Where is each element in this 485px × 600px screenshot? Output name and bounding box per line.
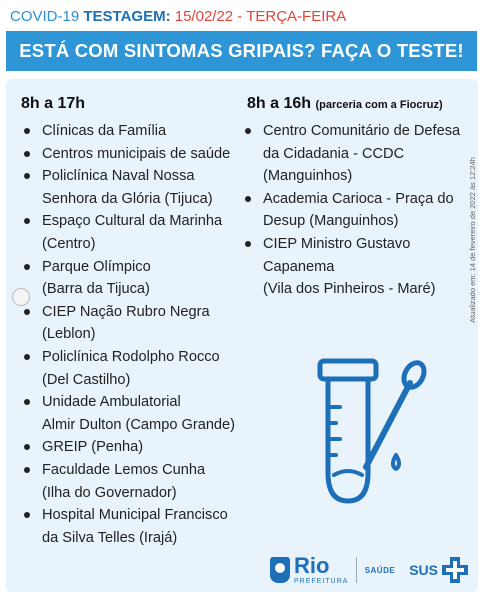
list-item-line: CIEP Nação Rubro Negra (42, 303, 210, 320)
rio-wordmark: Rio (294, 553, 330, 578)
list-item (21, 459, 251, 504)
list-item (21, 391, 251, 436)
list-item-line: da Cidadania - CCDC (263, 145, 405, 162)
list-item-line: Policlínica Naval Nossa (42, 168, 195, 185)
list-item-line: Desup (Manguinhos) (263, 213, 399, 230)
list-item-line: Senhora da Glória (Tijuca) (42, 190, 213, 207)
list-item-line: Faculdade Lemos Cunha (42, 461, 206, 478)
rio-prefeitura-logo (270, 555, 348, 585)
sus-cross-icon (440, 555, 470, 585)
list-item (242, 188, 470, 233)
list-item-line: Capanema (263, 258, 335, 275)
list-item-line: (Ilha do Governador) (42, 484, 177, 501)
list-item-line: Clínicas da Família (42, 123, 167, 139)
header-line (10, 5, 346, 29)
right-hours-note: (parceria com a Fiocruz) (315, 99, 443, 111)
list-item (21, 165, 251, 210)
banner (6, 31, 477, 71)
sus-wordmark: SUS (409, 562, 438, 578)
list-item-line: Centro Comunitário de Defesa (263, 123, 461, 139)
header-label: TESTAGEM: (83, 8, 171, 25)
saude-label: SAÚDE (364, 565, 396, 575)
list-item-line: Centros municipais de saúde (42, 145, 231, 162)
list-item-line: GREIP (Penha) (42, 439, 144, 456)
right-location-list (242, 120, 470, 301)
list-item-line: CIEP Ministro Gustavo (263, 235, 411, 252)
left-location-list (21, 120, 251, 549)
list-item-line: Espaço Cultural da Marinha (42, 213, 223, 230)
list-item-line: Policlínica Rodolpho Rocco (42, 348, 220, 365)
list-item (21, 346, 251, 391)
list-item-line: Academia Carioca - Praça do (263, 190, 454, 207)
list-item-line: (Leblon) (42, 326, 96, 343)
banner-title: ESTÁ COM SINTOMAS GRIPAIS? FAÇA O TESTE! (19, 40, 464, 61)
list-item (21, 210, 251, 255)
list-item-line: (Vila dos Pinheiros - Maré) (263, 281, 436, 298)
list-item (242, 233, 470, 301)
footer-logos (270, 552, 470, 588)
scroll-indicator-icon[interactable] (12, 288, 30, 306)
right-hours: 8h a 16h (247, 95, 312, 112)
list-item (242, 120, 470, 188)
list-item-line: (Centro) (42, 235, 96, 252)
right-hours-heading (247, 95, 443, 113)
prefeitura-wordmark: PREFEITURA (294, 578, 349, 585)
list-item-line: da Silva Telles (Irajá) (42, 529, 178, 546)
list-item-line: Parque Olímpico (42, 258, 151, 275)
test-tube-swab-icon (300, 355, 440, 520)
rio-crest-icon (270, 557, 290, 583)
list-item (21, 301, 251, 346)
list-item (21, 256, 251, 301)
list-item-line: (Manguinhos) (263, 168, 353, 185)
header-prefix: COVID-19 (10, 8, 84, 25)
left-hours: 8h a 17h (21, 95, 86, 112)
list-item (21, 143, 251, 166)
list-item (21, 436, 251, 459)
list-item-line: Almir Dulton (Campo Grande) (42, 416, 236, 433)
list-item-line: Hospital Municipal Francisco (42, 507, 228, 524)
list-item-line: Unidade Ambulatorial (42, 394, 181, 411)
list-item (21, 504, 251, 549)
list-item-line: (Barra da Tijuca) (42, 281, 150, 298)
list-item-line: (Del Castilho) (42, 371, 131, 388)
list-item (21, 120, 251, 143)
sus-logo (409, 555, 470, 585)
updated-note: Atualizado em: 14 de fevereiro de 2022 às 12:24h (468, 157, 477, 323)
header-date: 15/02/22 - TERÇA-FEIRA (170, 8, 347, 25)
